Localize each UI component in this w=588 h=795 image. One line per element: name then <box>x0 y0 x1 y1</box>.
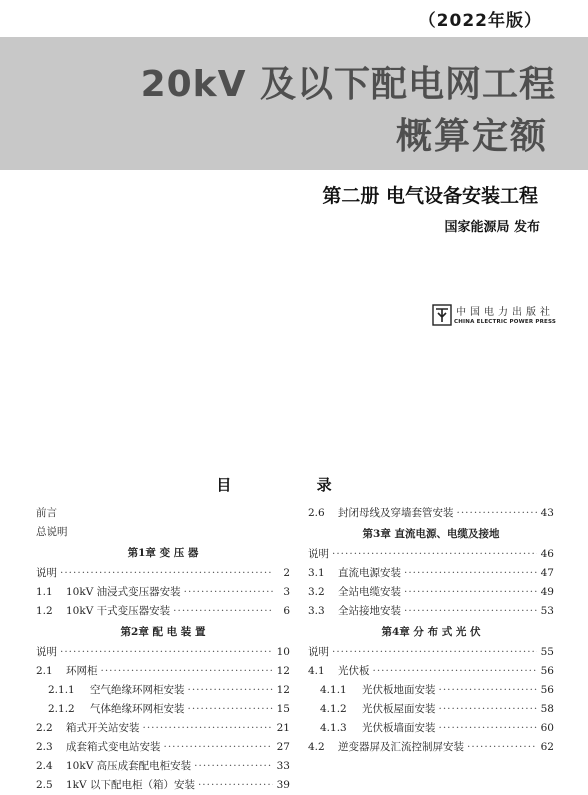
toc-entry-label: 封闭母线及穿墙套管安装 <box>338 507 454 519</box>
toc-entry-number: 4.1 <box>308 665 325 677</box>
toc-entry-label: 说明 <box>308 548 329 560</box>
toc-entry-number: 1.1 <box>36 586 53 598</box>
toc-entry-label: 总说明 <box>36 526 68 538</box>
publisher-logo <box>432 302 557 332</box>
toc-entry-label: 逆变器屏及汇流控制屏安装 <box>338 741 464 753</box>
toc-leader-dots <box>198 776 273 795</box>
toc-leader-dots <box>184 583 273 602</box>
toc-entry[interactable] <box>36 757 290 776</box>
toc-entry[interactable] <box>36 719 290 738</box>
toc-page-number: 3 <box>283 586 290 598</box>
toc-entry[interactable] <box>36 602 290 621</box>
toc-page-number: 46 <box>540 548 554 560</box>
toc-leader-dots <box>332 545 537 564</box>
toc-leader-dots <box>439 719 538 738</box>
china-electric-power-press-logo-icon <box>432 304 452 326</box>
toc-page-number: 12 <box>276 684 290 696</box>
toc-chapter-heading: 第2章 配 电 装 置 <box>120 626 206 638</box>
toc-entry-label: 光伏板屋面安装 <box>362 703 436 715</box>
toc-page-number: 12 <box>276 665 290 677</box>
toc-entry[interactable] <box>36 583 290 602</box>
toc-leader-dots <box>188 681 274 700</box>
toc-page-number: 56 <box>540 665 554 677</box>
toc-entry[interactable] <box>36 643 290 662</box>
toc-leader-dots <box>439 681 538 700</box>
toc-entry[interactable] <box>308 662 554 681</box>
toc-entry-number: 1.2 <box>36 605 53 617</box>
toc-leader-dots <box>373 662 538 681</box>
toc-leader-dots <box>173 602 273 621</box>
toc-entry-label: 10kV 油浸式变压器安装 <box>66 586 181 598</box>
toc-entry[interactable] <box>36 700 290 719</box>
toc-page-number: 60 <box>540 722 554 734</box>
toc-entry-number: 2.2 <box>36 722 53 734</box>
toc-chapter-heading: 第3章 直流电源、电缆及接地 <box>362 528 500 540</box>
toc-heading: 目 录 <box>216 476 372 494</box>
toc-entry[interactable] <box>308 681 554 700</box>
toc-entry-label: 箱式开关站安装 <box>66 722 140 734</box>
toc-leader-dots <box>404 602 537 621</box>
toc-entry[interactable] <box>36 523 290 542</box>
toc-leader-dots <box>101 662 274 681</box>
toc-entry[interactable] <box>308 504 554 523</box>
toc-chapter-heading: 第4章 分 布 式 光 伏 <box>381 626 481 638</box>
volume-title: 第二册 电气设备安装工程 <box>322 185 538 207</box>
toc-entry-number: 2.1 <box>36 665 53 677</box>
toc-entry-label: 全站接地安装 <box>338 605 401 617</box>
toc-entry-number: 2.3 <box>36 741 53 753</box>
toc-page-number: 56 <box>540 684 554 696</box>
toc-entry-label: 10kV 高压成套配电柜安装 <box>66 760 192 772</box>
toc-page-number: 62 <box>540 741 554 753</box>
toc-entry-number: 2.6 <box>308 507 325 519</box>
toc-entry-number: 2.1.2 <box>48 703 75 715</box>
publisher-name-cn: 中国电力出版社 <box>456 307 554 318</box>
edition-label: （2022年版） <box>418 11 542 31</box>
toc-entry-number: 3.1 <box>308 567 325 579</box>
toc-leader-dots <box>439 700 538 719</box>
toc-entry[interactable] <box>308 583 554 602</box>
toc-page-number: 6 <box>283 605 290 617</box>
toc-entry-number: 3.2 <box>308 586 325 598</box>
toc-page-number: 53 <box>540 605 554 617</box>
toc-entry-label: 光伏板 <box>338 665 370 677</box>
toc-entry[interactable] <box>308 738 554 757</box>
toc-entry[interactable] <box>36 776 290 795</box>
toc-entry-label: 说明 <box>36 646 57 658</box>
toc-page-number: 39 <box>276 779 290 791</box>
toc-leader-dots <box>194 757 273 776</box>
toc-leader-dots <box>188 700 274 719</box>
toc-page-number: 21 <box>276 722 290 734</box>
toc-entry-label: 说明 <box>308 646 329 658</box>
toc-entry-label: 说明 <box>36 567 57 579</box>
toc-entry[interactable] <box>308 602 554 621</box>
toc-entry-number: 2.1.1 <box>48 684 75 696</box>
toc-page-number: 49 <box>540 586 554 598</box>
toc-chapter-heading: 第1章 变 压 器 <box>127 547 199 559</box>
toc-left-column <box>36 504 290 795</box>
toc-page-number: 58 <box>540 703 554 715</box>
toc-entry[interactable] <box>36 738 290 757</box>
toc-entry[interactable] <box>308 643 554 662</box>
toc-entry-number: 4.1.1 <box>320 684 347 696</box>
toc-entry-number: 4.1.3 <box>320 722 347 734</box>
toc-entry-number: 2.5 <box>36 779 53 791</box>
toc-leader-dots <box>60 643 273 662</box>
toc-entry[interactable] <box>308 700 554 719</box>
toc-entry-label: 气体绝缘环网柜安装 <box>90 703 185 715</box>
toc-leader-dots <box>143 719 274 738</box>
toc-leader-dots <box>457 504 538 523</box>
book-title-line1: 20kV 及以下配电网工程 <box>140 64 556 105</box>
toc-page-number: 2 <box>283 567 290 579</box>
toc-page-number: 47 <box>540 567 554 579</box>
toc-page-number: 33 <box>276 760 290 772</box>
toc-entry[interactable] <box>36 681 290 700</box>
toc-entry-label: 空气绝缘环网柜安装 <box>90 684 185 696</box>
toc-leader-dots <box>467 738 537 757</box>
toc-entry-number: 4.1.2 <box>320 703 347 715</box>
toc-entry-label: 全站电缆安装 <box>338 586 401 598</box>
toc-entry[interactable] <box>308 564 554 583</box>
toc-entry[interactable] <box>308 719 554 738</box>
toc-entry-label: 光伏板墙面安装 <box>362 722 436 734</box>
toc-entry-label: 光伏板地面安装 <box>362 684 436 696</box>
toc-leader-dots <box>404 564 537 583</box>
toc-entry-number: 4.2 <box>308 741 325 753</box>
toc-leader-dots <box>60 564 273 583</box>
issuer-line: 国家能源局 发布 <box>444 220 540 235</box>
book-title-line2: 概算定额 <box>395 116 548 157</box>
toc-entry[interactable] <box>36 662 290 681</box>
toc-leader-dots <box>404 583 537 602</box>
toc-page-number: 55 <box>540 646 554 658</box>
toc-page-number: 10 <box>276 646 290 658</box>
toc-entry-label: 直流电源安装 <box>338 567 401 579</box>
toc-entry-label: 10kV 干式变压器安装 <box>66 605 171 617</box>
toc-leader-dots <box>164 738 274 757</box>
publisher-name-en: CHINA ELECTRIC POWER PRESS <box>454 319 557 325</box>
toc-entry-label: 前言 <box>36 507 57 519</box>
toc-right-column <box>308 504 554 757</box>
toc-entry-label: 环网柜 <box>66 665 98 677</box>
toc-entry[interactable] <box>36 564 290 583</box>
toc-entry-number: 3.3 <box>308 605 325 617</box>
toc-page-number: 43 <box>540 507 554 519</box>
toc-entry-label: 1kV 以下配电柜（箱）安装 <box>66 779 195 791</box>
toc-entry-label: 成套箱式变电站安装 <box>66 741 161 753</box>
toc-page-number: 15 <box>276 703 290 715</box>
toc-entry-number: 2.4 <box>36 760 53 772</box>
toc-entry[interactable] <box>36 504 290 523</box>
toc-entry[interactable] <box>308 545 554 564</box>
toc-page-number: 27 <box>276 741 290 753</box>
toc-leader-dots <box>332 643 537 662</box>
